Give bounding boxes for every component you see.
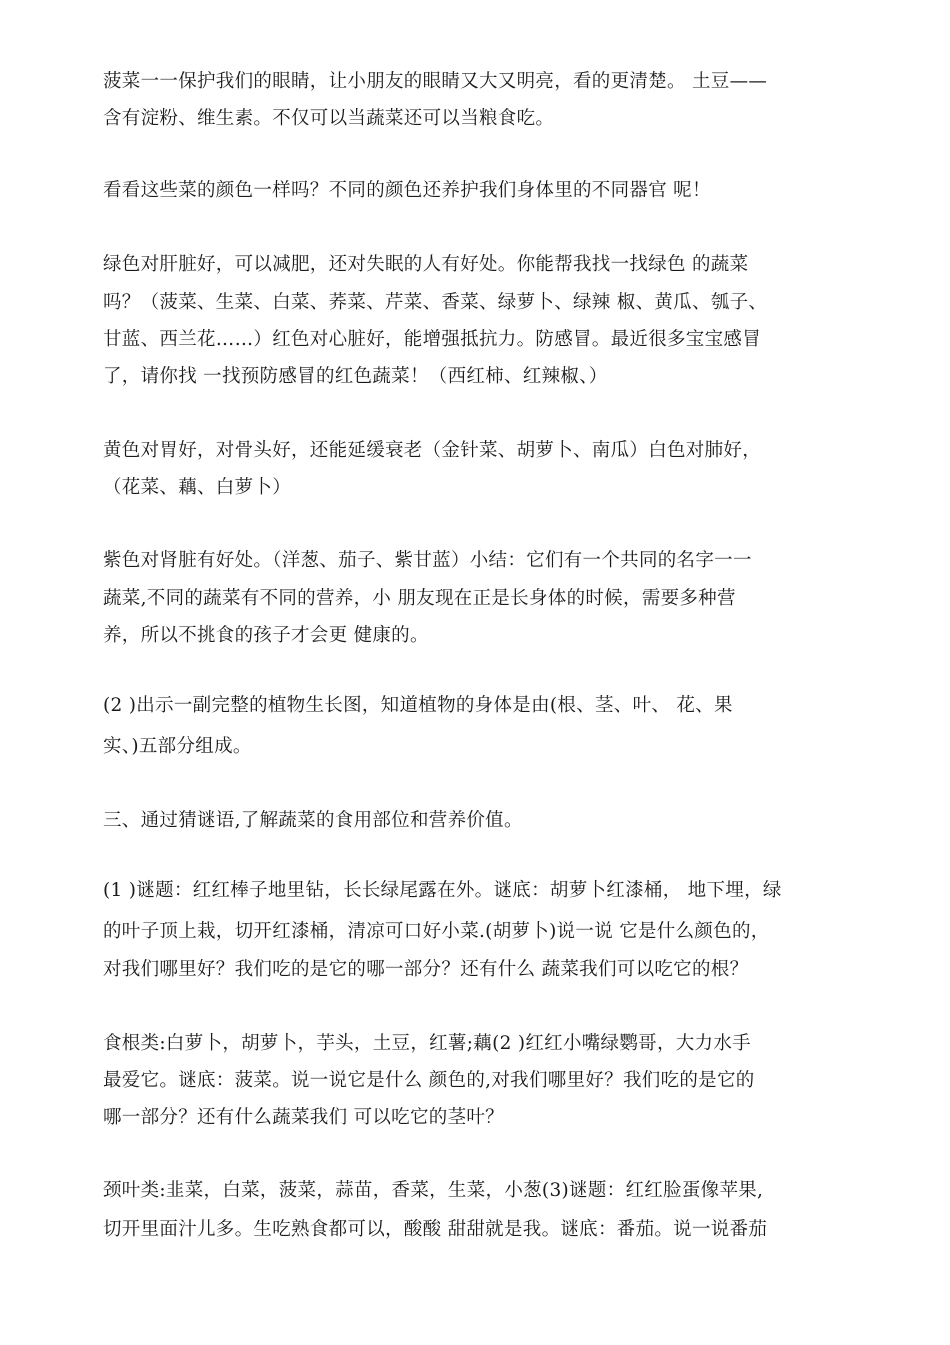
text-line: 黄色对胃好，对骨头好，还能延缓衰老（金针菜、胡萝卜、南瓜）白色对肺好， [103, 440, 762, 461]
text-line: 切开里面汁儿多。生吃熟食都可以，酸酸 甜甜就是我。谜底：番茄。说一说番茄 [103, 1219, 768, 1240]
text-line: 吗？（菠菜、生菜、白菜、荞菜、芹菜、香菜、绿萝卜、绿辣 椒、黄瓜、瓠子、 [103, 292, 768, 313]
text-line: 绿色对肝脏好，可以减肥，还对失眠的人有好处。你能帮我找一找绿色 的蔬菜 [103, 254, 749, 275]
text-line: 食根类:白萝卜，胡萝卜，芋头，土豆，红薯;藕(2 )红红小嘴绿鹦哥，大力水手 [103, 1033, 751, 1054]
text-line: 蔬菜,不同的蔬菜有不同的营养，小 朋友现在正是长身体的时候，需要多种营 [103, 588, 736, 609]
text-line: （花菜、藕、白萝卜） [103, 477, 292, 498]
text-line: 颈叶类:韭菜，白菜，菠菜，蒜苗，香菜，生菜，小葱(3)谜题：红红脸蛋像苹果, [103, 1180, 764, 1201]
text-line: (2 )出示一副完整的植物生长图，知道植物的身体是由(根、茎、叶、 花、果 [103, 695, 733, 716]
text-line: 含有淀粉、维生素。不仅可以当蔬菜还可以当粮食吃。 [103, 108, 555, 129]
text-line: 实、)五部分组成。 [103, 736, 252, 757]
text-line: 看看这些菜的颜色一样吗？不同的颜色还养护我们身体里的不同器官 呢！ [103, 180, 711, 201]
text-line: 紫色对肾脏有好处。（洋葱、茄子、紫甘蓝）小结：它们有一个共同的名字一一 [103, 550, 752, 571]
text-line: 了，请你找 一找预防感冒的红色蔬菜！（西红柿、红辣椒、） [103, 366, 608, 387]
text-line: 哪一部分？还有什么蔬菜我们 可以吃它的茎叶？ [103, 1107, 504, 1128]
text-line: (1 )谜题：红红棒子地里钻，长长绿尾露在外。谜底：胡萝卜红漆桶， 地下埋，绿 [103, 880, 782, 901]
text-line: 菠菜一一保护我们的眼睛，让小朋友的眼睛又大又明亮，看的更清楚。 土豆—— [103, 71, 768, 92]
section-heading: 三、通过猜谜语,了解蔬菜的食用部位和营养价值。 [103, 810, 523, 831]
text-line: 的叶子顶上栽，切开红漆桶，清凉可口好小菜.(胡萝卜)说一说 它是什么颜色的， [103, 921, 770, 942]
text-line: 对我们哪里好？我们吃的是它的哪一部分？还有什么 蔬菜我们可以吃它的根？ [103, 959, 749, 980]
text-line: 甘蓝、西兰花……）红色对心脏好，能增强抵抗力。防感冒。最近很多宝宝感冒 [103, 329, 762, 350]
text-line: 最爱它。谜底：菠菜。说一说它是什么 颜色的,对我们哪里好？我们吃的是它的 [103, 1070, 755, 1091]
text-line: 养，所以不挑食的孩子才会更 健康的。 [103, 625, 429, 646]
